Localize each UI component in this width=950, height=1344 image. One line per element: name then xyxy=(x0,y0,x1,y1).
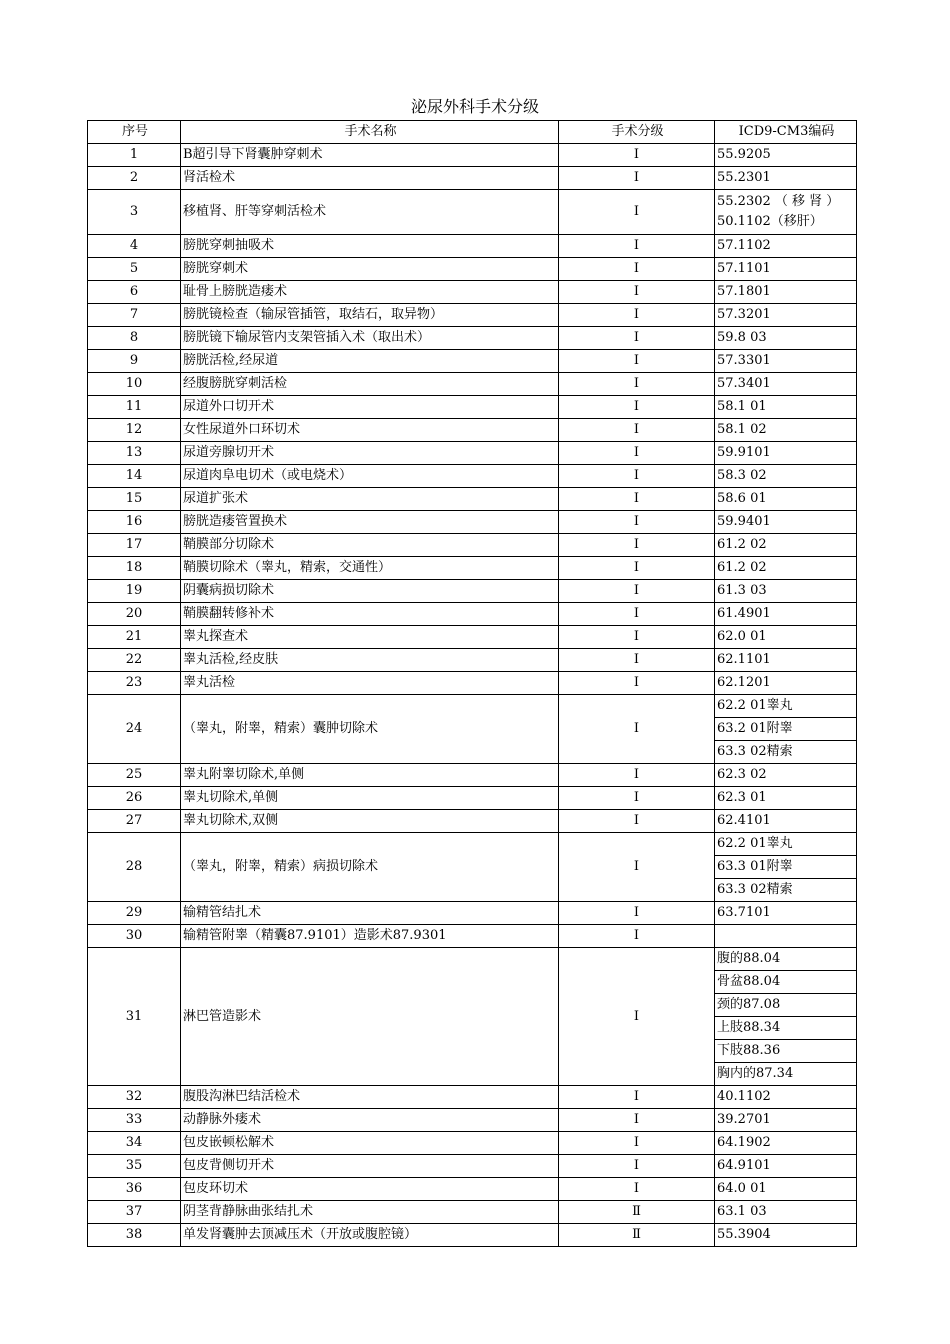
table-row xyxy=(88,1086,857,1109)
icd-code: 40.1102 xyxy=(717,1089,771,1104)
row-number: 37 xyxy=(88,1201,181,1224)
icd-code: 62.2 01睾丸 xyxy=(715,695,856,718)
row-number: 20 xyxy=(88,603,181,626)
row-number: 22 xyxy=(88,649,181,672)
icd-code: 腹的88.04 xyxy=(715,948,856,971)
icd-code-cell xyxy=(715,810,857,833)
surgery-name: 膀胱穿刺术 xyxy=(181,258,559,281)
table-row xyxy=(88,902,857,925)
surgery-name: 单发肾囊肿去顶减压术（开放或腹腔镜） xyxy=(181,1224,559,1247)
table-row xyxy=(88,695,857,764)
icd-code-cell xyxy=(715,1201,857,1224)
icd-code-cell xyxy=(715,603,857,626)
table-row xyxy=(88,787,857,810)
row-number: 12 xyxy=(88,419,181,442)
surgery-grade: Ⅰ xyxy=(559,190,715,235)
surgery-name: 腹股沟淋巴结活检术 xyxy=(181,1086,559,1109)
table-row xyxy=(88,1155,857,1178)
icd-code: 61.2 02 xyxy=(717,560,767,575)
row-number: 17 xyxy=(88,534,181,557)
surgery-grade: Ⅰ xyxy=(559,1178,715,1201)
table-row xyxy=(88,144,857,167)
table-row xyxy=(88,281,857,304)
icd-code-cell xyxy=(715,235,857,258)
table-row xyxy=(88,1224,857,1247)
row-number: 33 xyxy=(88,1109,181,1132)
table-row xyxy=(88,350,857,373)
row-number: 15 xyxy=(88,488,181,511)
icd-code: 61.3 03 xyxy=(717,583,767,598)
header-grade: 手术分级 xyxy=(559,121,715,144)
icd-code-cell xyxy=(715,488,857,511)
icd-code: 59.9401 xyxy=(717,514,771,529)
surgery-name: （睾丸，附睾，精索）病损切除术 xyxy=(181,833,559,902)
icd-code-cell xyxy=(715,764,857,787)
row-number: 26 xyxy=(88,787,181,810)
header-code: ICD9-CM3编码 xyxy=(715,121,857,144)
row-number: 10 xyxy=(88,373,181,396)
surgery-grade: Ⅰ xyxy=(559,1132,715,1155)
icd-code: 58.3 02 xyxy=(717,468,767,483)
surgery-grade: Ⅰ xyxy=(559,281,715,304)
surgery-name: 鞘膜切除术（睾丸，精索，交通性） xyxy=(181,557,559,580)
surgery-name: 包皮嵌顿松解术 xyxy=(181,1132,559,1155)
row-number: 16 xyxy=(88,511,181,534)
icd-code: 55.9205 xyxy=(717,147,771,162)
surgery-name: 鞘膜部分切除术 xyxy=(181,534,559,557)
surgery-grade: Ⅰ xyxy=(559,144,715,167)
surgery-name: 尿道扩张术 xyxy=(181,488,559,511)
row-number: 34 xyxy=(88,1132,181,1155)
row-number: 23 xyxy=(88,672,181,695)
icd-code-cell xyxy=(715,190,857,235)
table-row xyxy=(88,810,857,833)
table-row xyxy=(88,442,857,465)
surgery-name: 动静脉外瘘术 xyxy=(181,1109,559,1132)
surgery-name: 阴囊病损切除术 xyxy=(181,580,559,603)
row-number: 21 xyxy=(88,626,181,649)
surgery-name: 女性尿道外口环切术 xyxy=(181,419,559,442)
row-number: 28 xyxy=(88,833,181,902)
icd-code-cell xyxy=(715,304,857,327)
table-row xyxy=(88,373,857,396)
surgery-grade: Ⅰ xyxy=(559,603,715,626)
surgery-grade: Ⅰ xyxy=(559,1155,715,1178)
table-row xyxy=(88,465,857,488)
surgery-grade: Ⅰ xyxy=(559,511,715,534)
surgery-name: 输精管结扎术 xyxy=(181,902,559,925)
row-number: 32 xyxy=(88,1086,181,1109)
icd-code-cell xyxy=(715,672,857,695)
icd-code: 59.8 03 xyxy=(717,330,767,345)
surgery-name: 睾丸切除术,单侧 xyxy=(181,787,559,810)
surgery-name: 鞘膜翻转修补术 xyxy=(181,603,559,626)
row-number: 2 xyxy=(88,167,181,190)
icd-code: 颈的87.08 xyxy=(715,994,856,1017)
surgery-grade: Ⅰ xyxy=(559,833,715,902)
icd-code: 63.7101 xyxy=(717,905,771,920)
row-number: 13 xyxy=(88,442,181,465)
icd-code xyxy=(715,925,856,947)
surgery-name: 膀胱造瘘管置换术 xyxy=(181,511,559,534)
surgery-grade: Ⅰ xyxy=(559,787,715,810)
surgery-grade: Ⅰ xyxy=(559,626,715,649)
icd-code: 58.1 01 xyxy=(717,399,767,414)
surgery-name: 膀胱镜下输尿管内支架管插入术（取出术） xyxy=(181,327,559,350)
surgery-name: 睾丸附睾切除术,单侧 xyxy=(181,764,559,787)
surgery-grade: Ⅰ xyxy=(559,1109,715,1132)
table-row xyxy=(88,557,857,580)
icd-code-cell xyxy=(715,1086,857,1109)
table-row xyxy=(88,419,857,442)
row-number: 7 xyxy=(88,304,181,327)
icd-code: 62.0 01 xyxy=(717,629,767,644)
row-number: 8 xyxy=(88,327,181,350)
icd-code: 57.1102 xyxy=(717,238,771,253)
surgery-name: B超引导下肾囊肿穿刺术 xyxy=(181,144,559,167)
icd-code: 50.1102（移肝） xyxy=(717,214,823,229)
document-title: 泌尿外科手术分级 xyxy=(410,97,539,116)
surgery-name: （睾丸，附睾，精索）囊肿切除术 xyxy=(181,695,559,764)
surgery-grade: Ⅱ xyxy=(559,1224,715,1247)
row-number: 5 xyxy=(88,258,181,281)
icd-code: 57.3201 xyxy=(717,307,771,322)
icd-code-cell xyxy=(715,350,857,373)
table-row xyxy=(88,190,857,235)
icd-code-cell xyxy=(715,327,857,350)
icd-code-cell xyxy=(715,1224,857,1247)
surgery-name: 尿道旁腺切开术 xyxy=(181,442,559,465)
icd-code: 59.9101 xyxy=(717,445,771,460)
icd-code: 58.1 02 xyxy=(717,422,767,437)
icd-code: 64.1902 xyxy=(717,1135,771,1150)
icd-code: 下肢88.36 xyxy=(715,1040,856,1063)
surgery-grade: Ⅰ xyxy=(559,695,715,764)
table-row xyxy=(88,764,857,787)
table-row xyxy=(88,833,857,902)
icd-code: 58.6 01 xyxy=(717,491,767,506)
icd-code-cell xyxy=(715,442,857,465)
table-row xyxy=(88,488,857,511)
table-row xyxy=(88,1132,857,1155)
surgery-grade: Ⅰ xyxy=(559,902,715,925)
icd-code: 62.1201 xyxy=(717,675,771,690)
surgery-grade: Ⅰ xyxy=(559,534,715,557)
icd-code: 62.3 02 xyxy=(717,767,767,782)
table-row xyxy=(88,396,857,419)
icd-code-cell xyxy=(715,626,857,649)
icd-code-cell xyxy=(715,144,857,167)
table-row xyxy=(88,534,857,557)
row-number: 14 xyxy=(88,465,181,488)
table-row xyxy=(88,925,857,948)
row-number: 19 xyxy=(88,580,181,603)
surgery-name: 阴茎背静脉曲张结扎术 xyxy=(181,1201,559,1224)
row-number: 1 xyxy=(88,144,181,167)
surgery-name: 睾丸活检,经皮肤 xyxy=(181,649,559,672)
row-number: 36 xyxy=(88,1178,181,1201)
surgery-name: 经腹膀胱穿刺活检 xyxy=(181,373,559,396)
surgery-name: 包皮环切术 xyxy=(181,1178,559,1201)
surgery-grade: Ⅰ xyxy=(559,327,715,350)
icd-code: 61.2 02 xyxy=(717,537,767,552)
icd-code: 63.2 01附睾 xyxy=(715,718,856,741)
icd-code-cell xyxy=(715,925,857,948)
table-row xyxy=(88,1201,857,1224)
surgery-grade: Ⅰ xyxy=(559,810,715,833)
surgery-grade: Ⅰ xyxy=(559,419,715,442)
surgery-grade: Ⅰ xyxy=(559,925,715,948)
row-number: 30 xyxy=(88,925,181,948)
surgery-grade: Ⅰ xyxy=(559,649,715,672)
icd-code-cell xyxy=(715,948,857,1086)
surgery-name: 睾丸切除术,双侧 xyxy=(181,810,559,833)
icd-code-cell xyxy=(715,465,857,488)
row-number: 25 xyxy=(88,764,181,787)
surgery-grade-table xyxy=(87,120,857,1247)
surgery-name: 耻骨上膀胱造瘘术 xyxy=(181,281,559,304)
header-no: 序号 xyxy=(88,121,181,144)
surgery-grade: Ⅰ xyxy=(559,948,715,1086)
surgery-grade: Ⅰ xyxy=(559,488,715,511)
icd-code: 上肢88.34 xyxy=(715,1017,856,1040)
icd-code: 55.3904 xyxy=(717,1227,771,1242)
icd-code: 63.1 03 xyxy=(717,1204,767,1219)
surgery-grade: Ⅰ xyxy=(559,557,715,580)
surgery-grade: Ⅰ xyxy=(559,442,715,465)
surgery-name: 淋巴管造影术 xyxy=(181,948,559,1086)
header-name: 手术名称 xyxy=(181,121,559,144)
surgery-name: 睾丸活检 xyxy=(181,672,559,695)
icd-code-cell xyxy=(715,396,857,419)
table-header-row xyxy=(88,121,857,144)
icd-code-cell xyxy=(715,419,857,442)
surgery-name: 移植肾、肝等穿刺活检术 xyxy=(181,190,559,235)
surgery-grade: Ⅰ xyxy=(559,396,715,419)
row-number: 35 xyxy=(88,1155,181,1178)
icd-code-cell xyxy=(715,373,857,396)
surgery-grade: Ⅰ xyxy=(559,235,715,258)
surgery-grade: Ⅰ xyxy=(559,258,715,281)
icd-code: 63.3 02精索 xyxy=(717,744,793,759)
icd-code-cell xyxy=(715,1178,857,1201)
row-number: 38 xyxy=(88,1224,181,1247)
icd-code-cell xyxy=(715,534,857,557)
table-row xyxy=(88,167,857,190)
row-number: 27 xyxy=(88,810,181,833)
icd-code: 63.3 01附睾 xyxy=(715,856,856,879)
surgery-grade: Ⅰ xyxy=(559,167,715,190)
table-row xyxy=(88,1109,857,1132)
row-number: 29 xyxy=(88,902,181,925)
surgery-name: 睾丸探查术 xyxy=(181,626,559,649)
surgery-name: 膀胱活检,经尿道 xyxy=(181,350,559,373)
icd-code-cell xyxy=(715,1132,857,1155)
icd-code: 64.9101 xyxy=(717,1158,771,1173)
surgery-grade: Ⅰ xyxy=(559,373,715,396)
icd-code-cell xyxy=(715,695,857,764)
icd-code: 61.4901 xyxy=(717,606,771,621)
row-number: 9 xyxy=(88,350,181,373)
icd-code-cell xyxy=(715,167,857,190)
table-row xyxy=(88,649,857,672)
row-number: 18 xyxy=(88,557,181,580)
icd-code-cell xyxy=(715,787,857,810)
icd-code: 62.4101 xyxy=(717,813,771,828)
icd-code-cell xyxy=(715,580,857,603)
surgery-grade: Ⅱ xyxy=(559,1201,715,1224)
row-number: 6 xyxy=(88,281,181,304)
icd-code: 57.3301 xyxy=(717,353,771,368)
table-row xyxy=(88,603,857,626)
icd-code-cell xyxy=(715,281,857,304)
icd-code: 55.2301 xyxy=(717,170,771,185)
table-row xyxy=(88,1178,857,1201)
surgery-name: 尿道肉阜电切术（或电烧术） xyxy=(181,465,559,488)
icd-code-cell xyxy=(715,258,857,281)
row-number: 3 xyxy=(88,190,181,235)
icd-code-cell xyxy=(715,1155,857,1178)
table-row xyxy=(88,511,857,534)
table-row xyxy=(88,948,857,1086)
surgery-name: 输精管附睾（精囊87.9101）造影术87.9301 xyxy=(181,925,559,948)
icd-code: 57.1101 xyxy=(717,261,771,276)
table-row xyxy=(88,304,857,327)
table-row xyxy=(88,626,857,649)
icd-code: 胸内的87.34 xyxy=(717,1066,794,1081)
icd-code: 骨盆88.04 xyxy=(715,971,856,994)
table-row xyxy=(88,672,857,695)
row-number: 31 xyxy=(88,948,181,1086)
table-body xyxy=(88,144,857,1247)
surgery-name: 膀胱镜检查（输尿管插管，取结石，取异物） xyxy=(181,304,559,327)
icd-code-cell xyxy=(715,649,857,672)
icd-code: 39.2701 xyxy=(717,1112,771,1127)
surgery-name: 肾活检术 xyxy=(181,167,559,190)
row-number: 24 xyxy=(88,695,181,764)
surgery-grade: Ⅰ xyxy=(559,580,715,603)
surgery-name: 尿道外口切开术 xyxy=(181,396,559,419)
table-row xyxy=(88,235,857,258)
surgery-grade: Ⅰ xyxy=(559,304,715,327)
table-row xyxy=(88,258,857,281)
surgery-grade: Ⅰ xyxy=(559,350,715,373)
icd-code: 55.2302 （ 移 肾 ） xyxy=(717,194,840,209)
row-number: 11 xyxy=(88,396,181,419)
icd-code-cell xyxy=(715,511,857,534)
icd-code: 62.1101 xyxy=(717,652,771,667)
surgery-grade: Ⅰ xyxy=(559,672,715,695)
icd-code: 57.3401 xyxy=(717,376,771,391)
icd-code: 64.0 01 xyxy=(717,1181,767,1196)
icd-code-cell xyxy=(715,833,857,902)
surgery-name: 膀胱穿刺抽吸术 xyxy=(181,235,559,258)
icd-code-cell xyxy=(715,902,857,925)
icd-code: 62.3 01 xyxy=(717,790,767,805)
row-number: 4 xyxy=(88,235,181,258)
table-row xyxy=(88,327,857,350)
surgery-name: 包皮背侧切开术 xyxy=(181,1155,559,1178)
icd-code: 57.1801 xyxy=(717,284,771,299)
icd-code: 62.2 01睾丸 xyxy=(715,833,856,856)
surgery-grade: Ⅰ xyxy=(559,465,715,488)
surgery-grade: Ⅰ xyxy=(559,764,715,787)
icd-code-cell xyxy=(715,557,857,580)
icd-code-cell xyxy=(715,1109,857,1132)
table-row xyxy=(88,580,857,603)
surgery-grade: Ⅰ xyxy=(559,1086,715,1109)
icd-code: 63.3 02精索 xyxy=(717,882,793,897)
